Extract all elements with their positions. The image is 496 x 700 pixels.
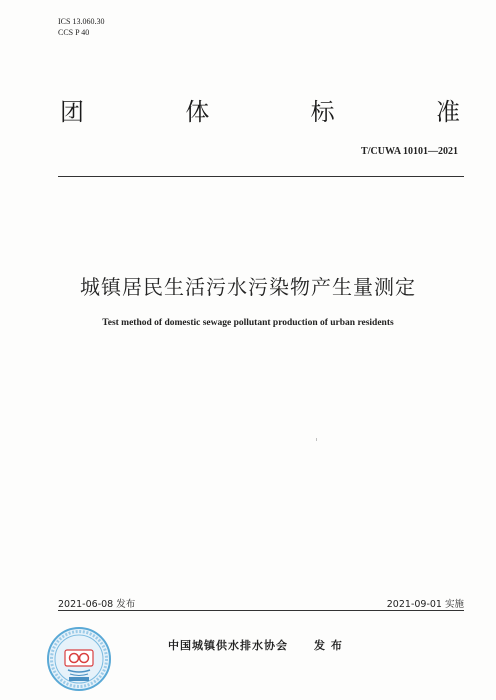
publish-date: 2021-06-08 发布 [58, 599, 136, 610]
scan-speck [316, 438, 317, 441]
issue-label: 发 布 [314, 639, 343, 652]
standard-category [60, 92, 460, 127]
title-english: Test method of domestic sewage pollutant production of urban residents [102, 318, 394, 328]
ccs-code: CCS P 40 [58, 28, 90, 37]
category-char: 准 [435, 98, 460, 126]
standard-number: T/CUWA 10101—2021 [361, 146, 458, 157]
title-chinese: 城镇居民生活污水污染物产生量测定 [80, 275, 416, 299]
ics-code: ICS 13.060.30 [58, 17, 105, 26]
issuer-name: 中国城镇供水排水协会 [168, 639, 288, 652]
implement-date: 2021-09-01 实施 [386, 599, 464, 610]
issuing-body [168, 637, 343, 653]
top-divider [58, 176, 464, 177]
classification-codes [58, 16, 104, 38]
category-char: 标 [310, 98, 335, 126]
bottom-divider [58, 610, 464, 611]
association-seal-icon [46, 626, 112, 692]
category-char: 体 [185, 98, 210, 126]
category-char: 团 [60, 98, 84, 126]
